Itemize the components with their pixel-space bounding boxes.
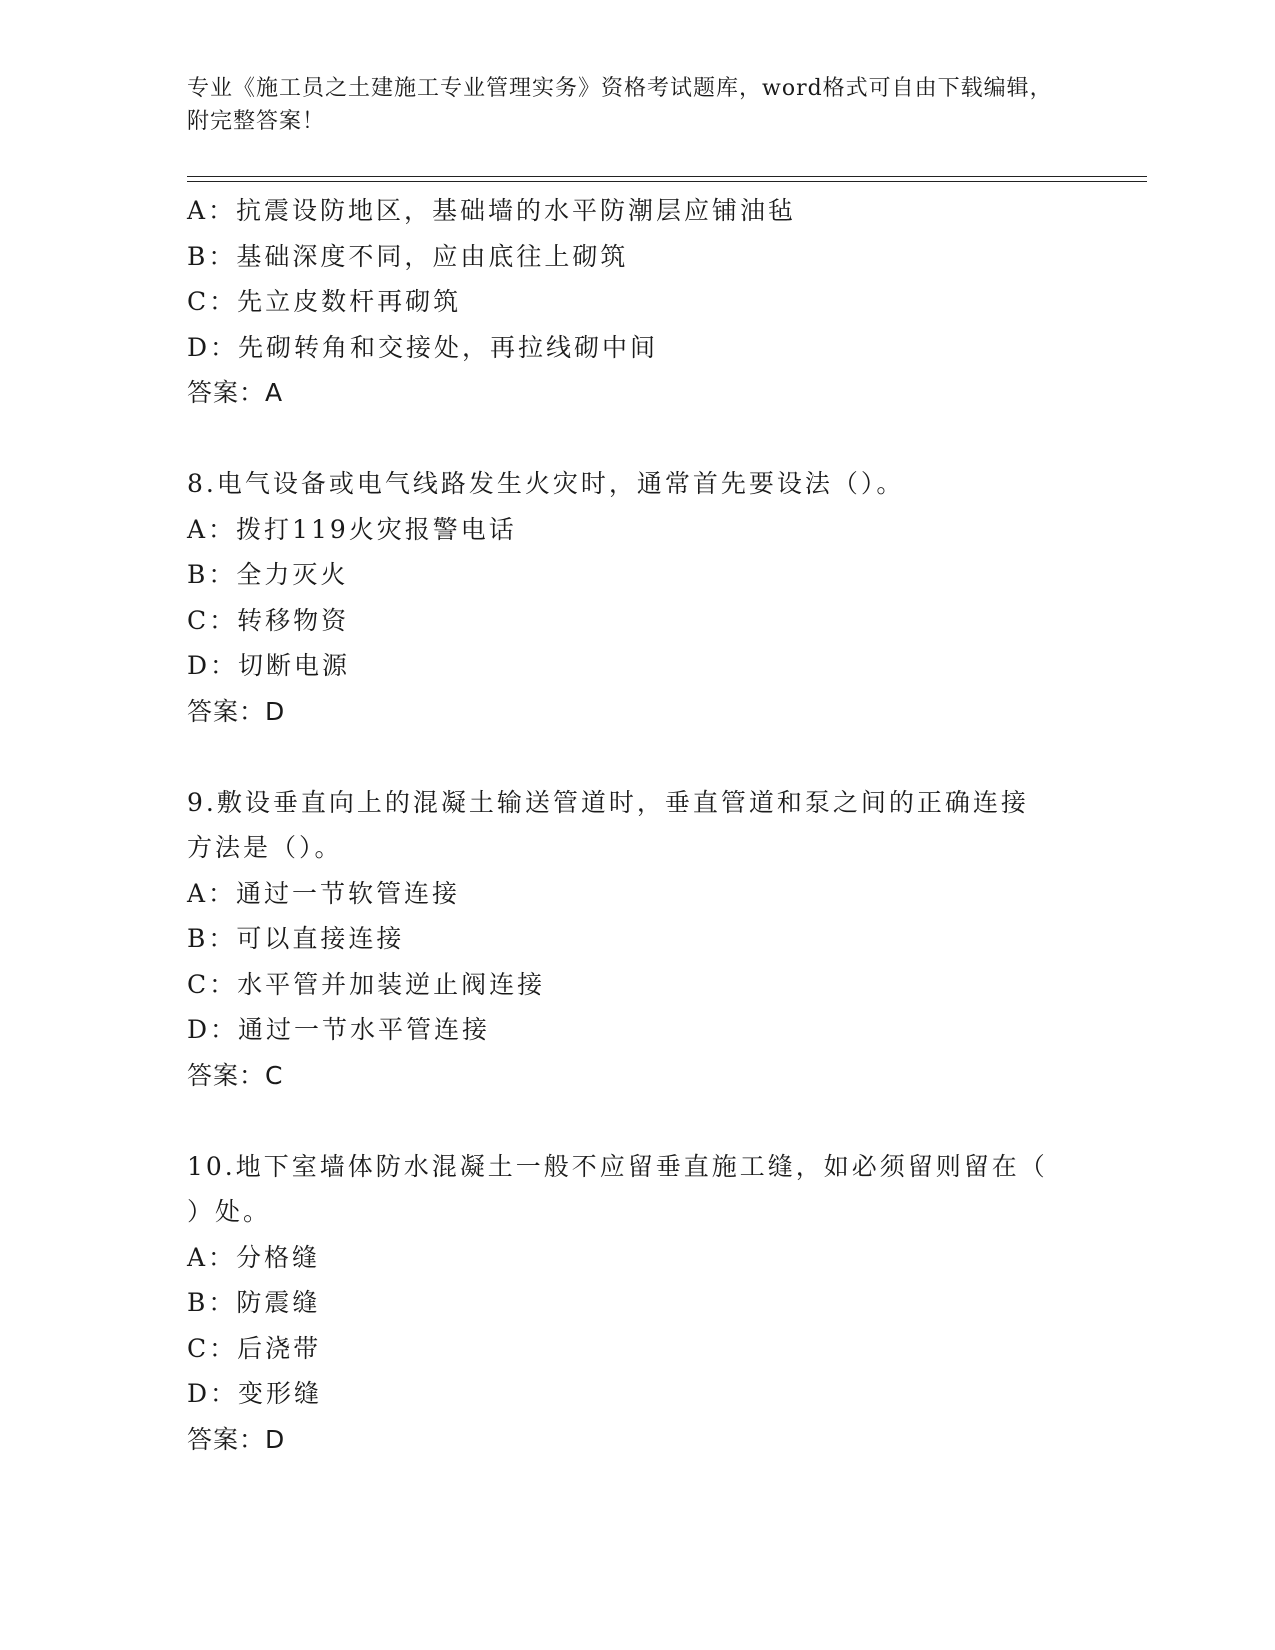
option-b: B：防震缝 — [187, 1288, 321, 1317]
option-d: D：通过一节水平管连接 — [187, 1015, 491, 1044]
answer-line: 答案：D — [187, 1424, 286, 1454]
option-c: C：先立皮数杆再砌筑 — [187, 287, 462, 316]
question-stem-line-1: 9.敷设垂直向上的混凝土输送管道时，垂直管道和泵之间的正确连接 — [187, 787, 1029, 817]
question-stem-line-2: ）处。 — [187, 1197, 272, 1226]
spacer — [187, 734, 1087, 780]
option-d: D：变形缝 — [187, 1379, 323, 1408]
question-list — [187, 188, 1087, 1462]
spacer — [187, 1098, 1087, 1144]
option-a: A：通过一节软管连接 — [187, 878, 461, 908]
question-10 — [187, 1144, 1087, 1463]
answer-line: 答案：A — [187, 378, 284, 407]
option-b: B：基础深度不同，应由底往上砌筑 — [187, 241, 629, 271]
option-a: A：分格缝 — [187, 1242, 321, 1272]
option-c: C：转移物资 — [187, 605, 350, 635]
option-c: C：水平管并加装逆止阀连接 — [187, 969, 546, 999]
question-stem-line-2: 方法是（）。 — [187, 833, 343, 862]
option-d: D：先砌转角和交接处，再拉线砌中间 — [187, 332, 659, 362]
answer-line: 答案：C — [187, 1060, 284, 1090]
option-a: A：抗震设防地区，基础墙的水平防潮层应铺油毡 — [187, 196, 797, 225]
option-c: C：后浇带 — [187, 1333, 322, 1363]
question-stem: 8.电气设备或电气线路发生火灾时，通常首先要设法（）。 — [187, 469, 905, 498]
header-rule-bottom — [187, 181, 1147, 182]
option-b: B：可以直接连接 — [187, 924, 405, 953]
question-7-fragment — [187, 188, 1087, 416]
option-b: B：全力灭火 — [187, 560, 349, 589]
header-rule-top — [187, 176, 1147, 177]
question-8 — [187, 461, 1087, 734]
answer-line: 答案：D — [187, 696, 286, 726]
option-d: D：切断电源 — [187, 651, 351, 680]
question-stem-line-1: 10.地下室墙体防水混凝土一般不应留垂直施工缝，如必须留则留在（ — [187, 1151, 1048, 1181]
spacer — [187, 416, 1087, 462]
option-a: A：拨打119火灾报警电话 — [187, 514, 517, 544]
question-9 — [187, 780, 1087, 1099]
document-header: 专业《施工员之土建施工专业管理实务》资格考试题库，word格式可自由下载编辑，附完整答案！ — [187, 76, 1053, 134]
